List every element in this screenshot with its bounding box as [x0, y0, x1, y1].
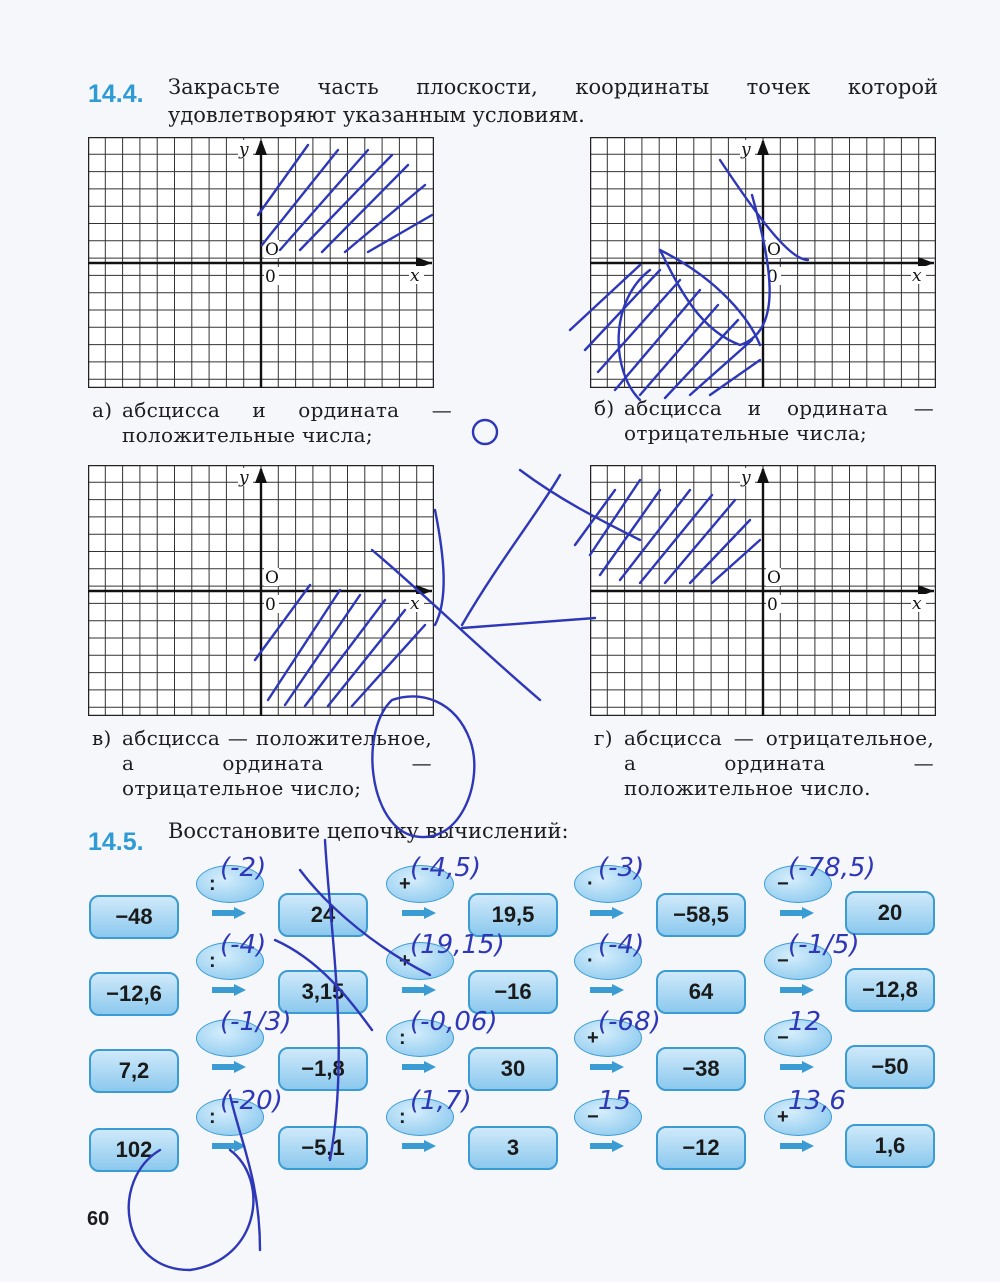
y-axis-arrow-icon	[757, 139, 769, 155]
operation-sign: −	[587, 1105, 599, 1128]
exercise-text-14-4: Закрасьте часть плоскости, координаты точек которой удовлетворяют указанным условиям.	[168, 75, 938, 127]
x-axis-label: x	[410, 266, 420, 286]
x-axis-label: x	[410, 594, 420, 614]
caption-text-b: абсцисса и ордината — отрицательные числа;	[624, 396, 934, 445]
zero-label: 0	[265, 595, 276, 615]
chain-value-box: −5,1	[278, 1126, 368, 1170]
x-axis-label: x	[912, 266, 922, 286]
zero-label: 0	[767, 595, 778, 615]
chain-value-box: 1,6	[845, 1124, 935, 1168]
caption-letter-b: б)	[594, 396, 615, 420]
y-axis-label: y	[239, 468, 249, 488]
chain-value-box: −58,5	[656, 893, 746, 937]
handwritten-answer: 15	[598, 1086, 632, 1116]
operation-sign: −	[777, 949, 789, 972]
handwritten-answer: (19,15)	[410, 930, 505, 960]
coordinate-grid-b	[590, 137, 936, 388]
handwritten-answer: (-0,06)	[410, 1007, 498, 1037]
exercise-number-14-4: 14.4.	[88, 80, 144, 108]
coordinate-grid-d	[590, 465, 936, 716]
y-axis-label: y	[239, 140, 249, 160]
chain-value-box: 102	[89, 1128, 179, 1172]
caption-d	[594, 726, 934, 801]
operation-sign: +	[399, 872, 411, 895]
y-axis-label: y	[741, 140, 751, 160]
handwritten-answer: (-2)	[220, 853, 267, 883]
arrow-right-icon	[590, 1140, 624, 1152]
exercise-number-14-5: 14.5.	[88, 828, 144, 856]
arrow-right-icon	[780, 1061, 814, 1073]
handwritten-answer: (-4)	[220, 930, 267, 960]
handwritten-answer: (-4,5)	[410, 853, 482, 883]
origin-label: O	[265, 240, 279, 260]
chain-value-box: 3,15	[278, 970, 368, 1014]
operation-sign: ·	[587, 949, 594, 972]
arrow-right-icon	[780, 907, 814, 919]
chain-value-box: 30	[468, 1047, 558, 1091]
operation-sign: +	[587, 1026, 599, 1049]
caption-b	[594, 396, 934, 446]
operation-sign: +	[777, 1105, 789, 1128]
chain-value-box: −48	[89, 895, 179, 939]
chain-value-box: −38	[656, 1047, 746, 1091]
chain-value-box: −12,6	[89, 972, 179, 1016]
handwritten-answer: (-4)	[598, 930, 645, 960]
chain-value-box: 19,5	[468, 893, 558, 937]
coordinate-grid-c	[88, 465, 434, 716]
caption-text-d: абсцисса — отрицательное, а ордината — положительное число.	[624, 726, 934, 800]
chain-value-box: −50	[845, 1045, 935, 1089]
operation-sign: :	[209, 949, 216, 972]
handwritten-answer: (1,7)	[410, 1086, 472, 1116]
caption-c	[92, 726, 432, 801]
exercise-text-14-5: Восстановите цепочку вычислений:	[168, 819, 569, 843]
origin-label: O	[767, 568, 781, 588]
chain-value-box: −1,8	[278, 1047, 368, 1091]
chain-value-box: 24	[278, 893, 368, 937]
arrow-right-icon	[402, 984, 436, 996]
x-axis-label: x	[912, 594, 922, 614]
arrow-right-icon	[590, 984, 624, 996]
handwritten-answer: (-68)	[598, 1007, 661, 1037]
arrow-right-icon	[590, 907, 624, 919]
handwritten-answer: (-1/3)	[220, 1007, 292, 1037]
caption-letter-d: г)	[594, 726, 613, 750]
y-axis-label: y	[741, 468, 751, 488]
operation-sign: :	[209, 1105, 216, 1128]
handwritten-answer: (-78,5)	[788, 853, 876, 883]
chain-value-box: 64	[656, 970, 746, 1014]
origin-label: O	[265, 568, 279, 588]
caption-letter-c: в)	[92, 726, 112, 750]
y-axis-arrow-icon	[757, 467, 769, 483]
caption-a	[92, 398, 452, 448]
operation-sign: +	[399, 949, 411, 972]
zero-label: 0	[265, 267, 276, 287]
operation-sign: :	[399, 1026, 406, 1049]
chain-value-box: 7,2	[89, 1049, 179, 1093]
operation-sign: :	[209, 872, 216, 895]
y-axis-arrow-icon	[255, 467, 267, 483]
chain-value-box: 3	[468, 1126, 558, 1170]
caption-text-a: абсцисса и ордината — положительные числа;	[122, 398, 452, 447]
arrow-right-icon	[402, 907, 436, 919]
arrow-right-icon	[212, 984, 246, 996]
caption-letter-a: а)	[92, 398, 113, 422]
chain-value-box: 20	[845, 891, 935, 935]
handwritten-answer: (-20)	[220, 1086, 283, 1116]
chain-value-box: −16	[468, 970, 558, 1014]
arrow-right-icon	[212, 1061, 246, 1073]
y-axis-arrow-icon	[255, 139, 267, 155]
origin-label: O	[767, 240, 781, 260]
zero-label: 0	[767, 267, 778, 287]
handwritten-answer: 12	[788, 1007, 822, 1037]
chain-value-box: −12	[656, 1126, 746, 1170]
arrow-right-icon	[212, 1140, 246, 1152]
operation-sign: −	[777, 872, 789, 895]
operation-sign: ·	[587, 872, 594, 895]
arrow-right-icon	[212, 907, 246, 919]
arrow-right-icon	[780, 1140, 814, 1152]
arrow-right-icon	[402, 1140, 436, 1152]
caption-text-c: абсцисса — положительное, а ордината — отрицательное число;	[122, 726, 432, 800]
coordinate-grid-a	[88, 137, 434, 388]
handwritten-answer: (-1/5)	[788, 930, 860, 960]
arrow-right-icon	[402, 1061, 436, 1073]
handwritten-answer: 13,6	[788, 1086, 846, 1116]
arrow-right-icon	[780, 984, 814, 996]
operation-sign: −	[777, 1026, 789, 1049]
chain-value-box: −12,8	[845, 968, 935, 1012]
handwritten-answer: (-3)	[598, 853, 645, 883]
operation-sign: :	[399, 1105, 406, 1128]
page-number: 60	[87, 1208, 110, 1230]
arrow-right-icon	[590, 1061, 624, 1073]
